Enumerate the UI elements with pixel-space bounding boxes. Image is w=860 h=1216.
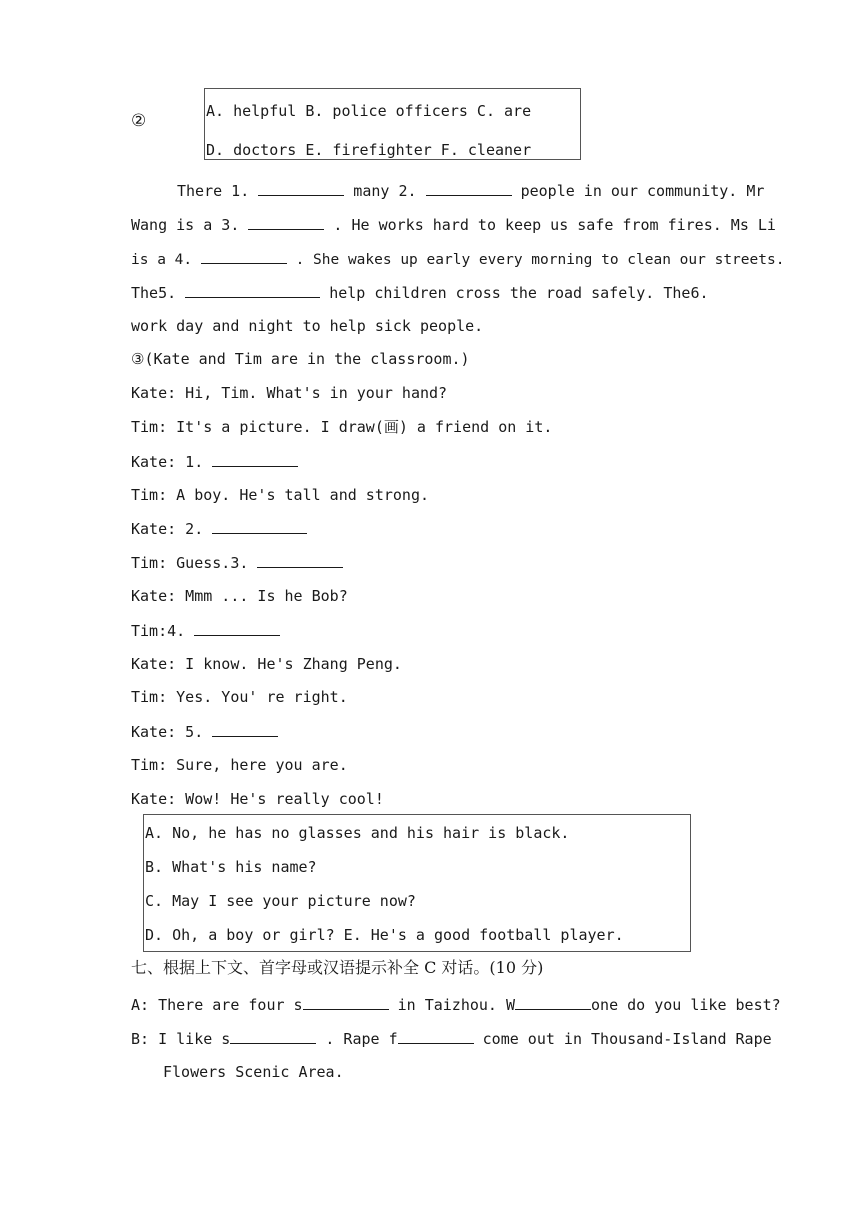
passage-line-5: work day and night to help sick people. — [131, 317, 484, 335]
dialogue-line — [131, 721, 278, 742]
dialogue-line: Tim: Sure, here you are. — [131, 756, 348, 774]
section-7-line-b — [131, 1028, 772, 1049]
answer-blank-2[interactable] — [426, 180, 512, 196]
dialogue-line: Kate: Mmm ... Is he Bob? — [131, 587, 348, 605]
dialogue-text: B: I like s — [131, 1030, 231, 1048]
passage-text: . He works hard to keep us safe from fires. Ms Li — [324, 216, 776, 234]
passage-line-1 — [177, 180, 764, 201]
section-3-heading: ③(Kate and Tim are in the classroom.) — [131, 350, 470, 368]
dialogue-text: Kate: 5. — [131, 723, 213, 741]
section-7-line-a — [131, 994, 781, 1015]
dialogue-line: Kate: Wow! He's really cool! — [131, 790, 384, 808]
dialogue-blank-5[interactable] — [212, 721, 278, 737]
passage-text: Wang is a 3. — [131, 216, 249, 234]
dialogue-line — [131, 552, 343, 573]
dialogue-line: Tim: It's a picture. I draw(画) a friend on it. — [131, 418, 553, 436]
dialogue-line — [131, 620, 280, 641]
dialogue-blank-4[interactable] — [194, 620, 280, 636]
dialogue-text: one do you like best? — [591, 996, 781, 1014]
dialogue-text: come out in Thousand-Island Rape — [473, 1030, 772, 1048]
option-b: B. What's his name? — [145, 858, 317, 876]
option-a: A. No, he has no glasses and his hair is black. — [145, 824, 570, 842]
section-7-heading: 七、根据上下文、首字母或汉语提示补全 C 对话。(10 分) — [131, 958, 544, 977]
dialogue-line: Kate: I know. He's Zhang Peng. — [131, 655, 402, 673]
passage-line-4 — [131, 282, 709, 303]
dialogue-line — [131, 518, 307, 539]
dialogue-text: . Rape f — [316, 1030, 398, 1048]
word-bank-line-1: A. helpful B. police officers C. are — [206, 102, 532, 120]
passage-text: There 1. — [177, 182, 259, 200]
passage-text: The5. — [131, 284, 186, 302]
passage-text: many 2. — [344, 182, 426, 200]
fill-blank-which[interactable] — [515, 994, 591, 1010]
fill-blank-seasons[interactable] — [303, 994, 389, 1010]
answer-blank-4[interactable] — [201, 248, 287, 264]
dialogue-line: Tim: A boy. He's tall and strong. — [131, 486, 430, 504]
passage-text: help children cross the road safely. The6. — [320, 284, 709, 302]
section-2-marker: ② — [131, 111, 147, 131]
dialogue-line: Tim: Yes. You' re right. — [131, 688, 348, 706]
section-7-line-b-cont: Flowers Scenic Area. — [163, 1063, 344, 1081]
dialogue-line — [131, 451, 298, 472]
answer-blank-1[interactable] — [258, 180, 344, 196]
passage-line-3 — [131, 248, 784, 270]
dialogue-blank-2[interactable] — [212, 518, 307, 534]
fill-blank-flowers[interactable] — [398, 1028, 474, 1044]
passage-text: people in our community. Mr — [511, 182, 765, 200]
dialogue-text: Tim:4. — [131, 622, 195, 640]
dialogue-text: A: There are four s — [131, 996, 303, 1014]
answer-blank-3[interactable] — [248, 214, 324, 230]
dialogue-text: Kate: 1. — [131, 453, 213, 471]
passage-line-2 — [131, 214, 776, 235]
dialogue-line: Kate: Hi, Tim. What's in your hand? — [131, 384, 448, 402]
word-bank-line-2: D. doctors E. firefighter F. cleaner — [206, 141, 532, 159]
option-d-e: D. Oh, a boy or girl? E. He's a good football player. — [145, 926, 624, 944]
fill-blank-spring[interactable] — [230, 1028, 316, 1044]
dialogue-blank-1[interactable] — [212, 451, 298, 467]
dialogue-text: Kate: 2. — [131, 520, 213, 538]
answer-blank-5[interactable] — [185, 282, 320, 298]
dialogue-blank-3[interactable] — [257, 552, 343, 568]
dialogue-text: in Taizhou. W — [388, 996, 516, 1014]
option-c: C. May I see your picture now? — [145, 892, 416, 910]
passage-text: . She wakes up early every morning to clean our streets. — [286, 252, 785, 268]
passage-text: is a 4. — [131, 252, 201, 268]
dialogue-text: Tim: Guess.3. — [131, 554, 258, 572]
